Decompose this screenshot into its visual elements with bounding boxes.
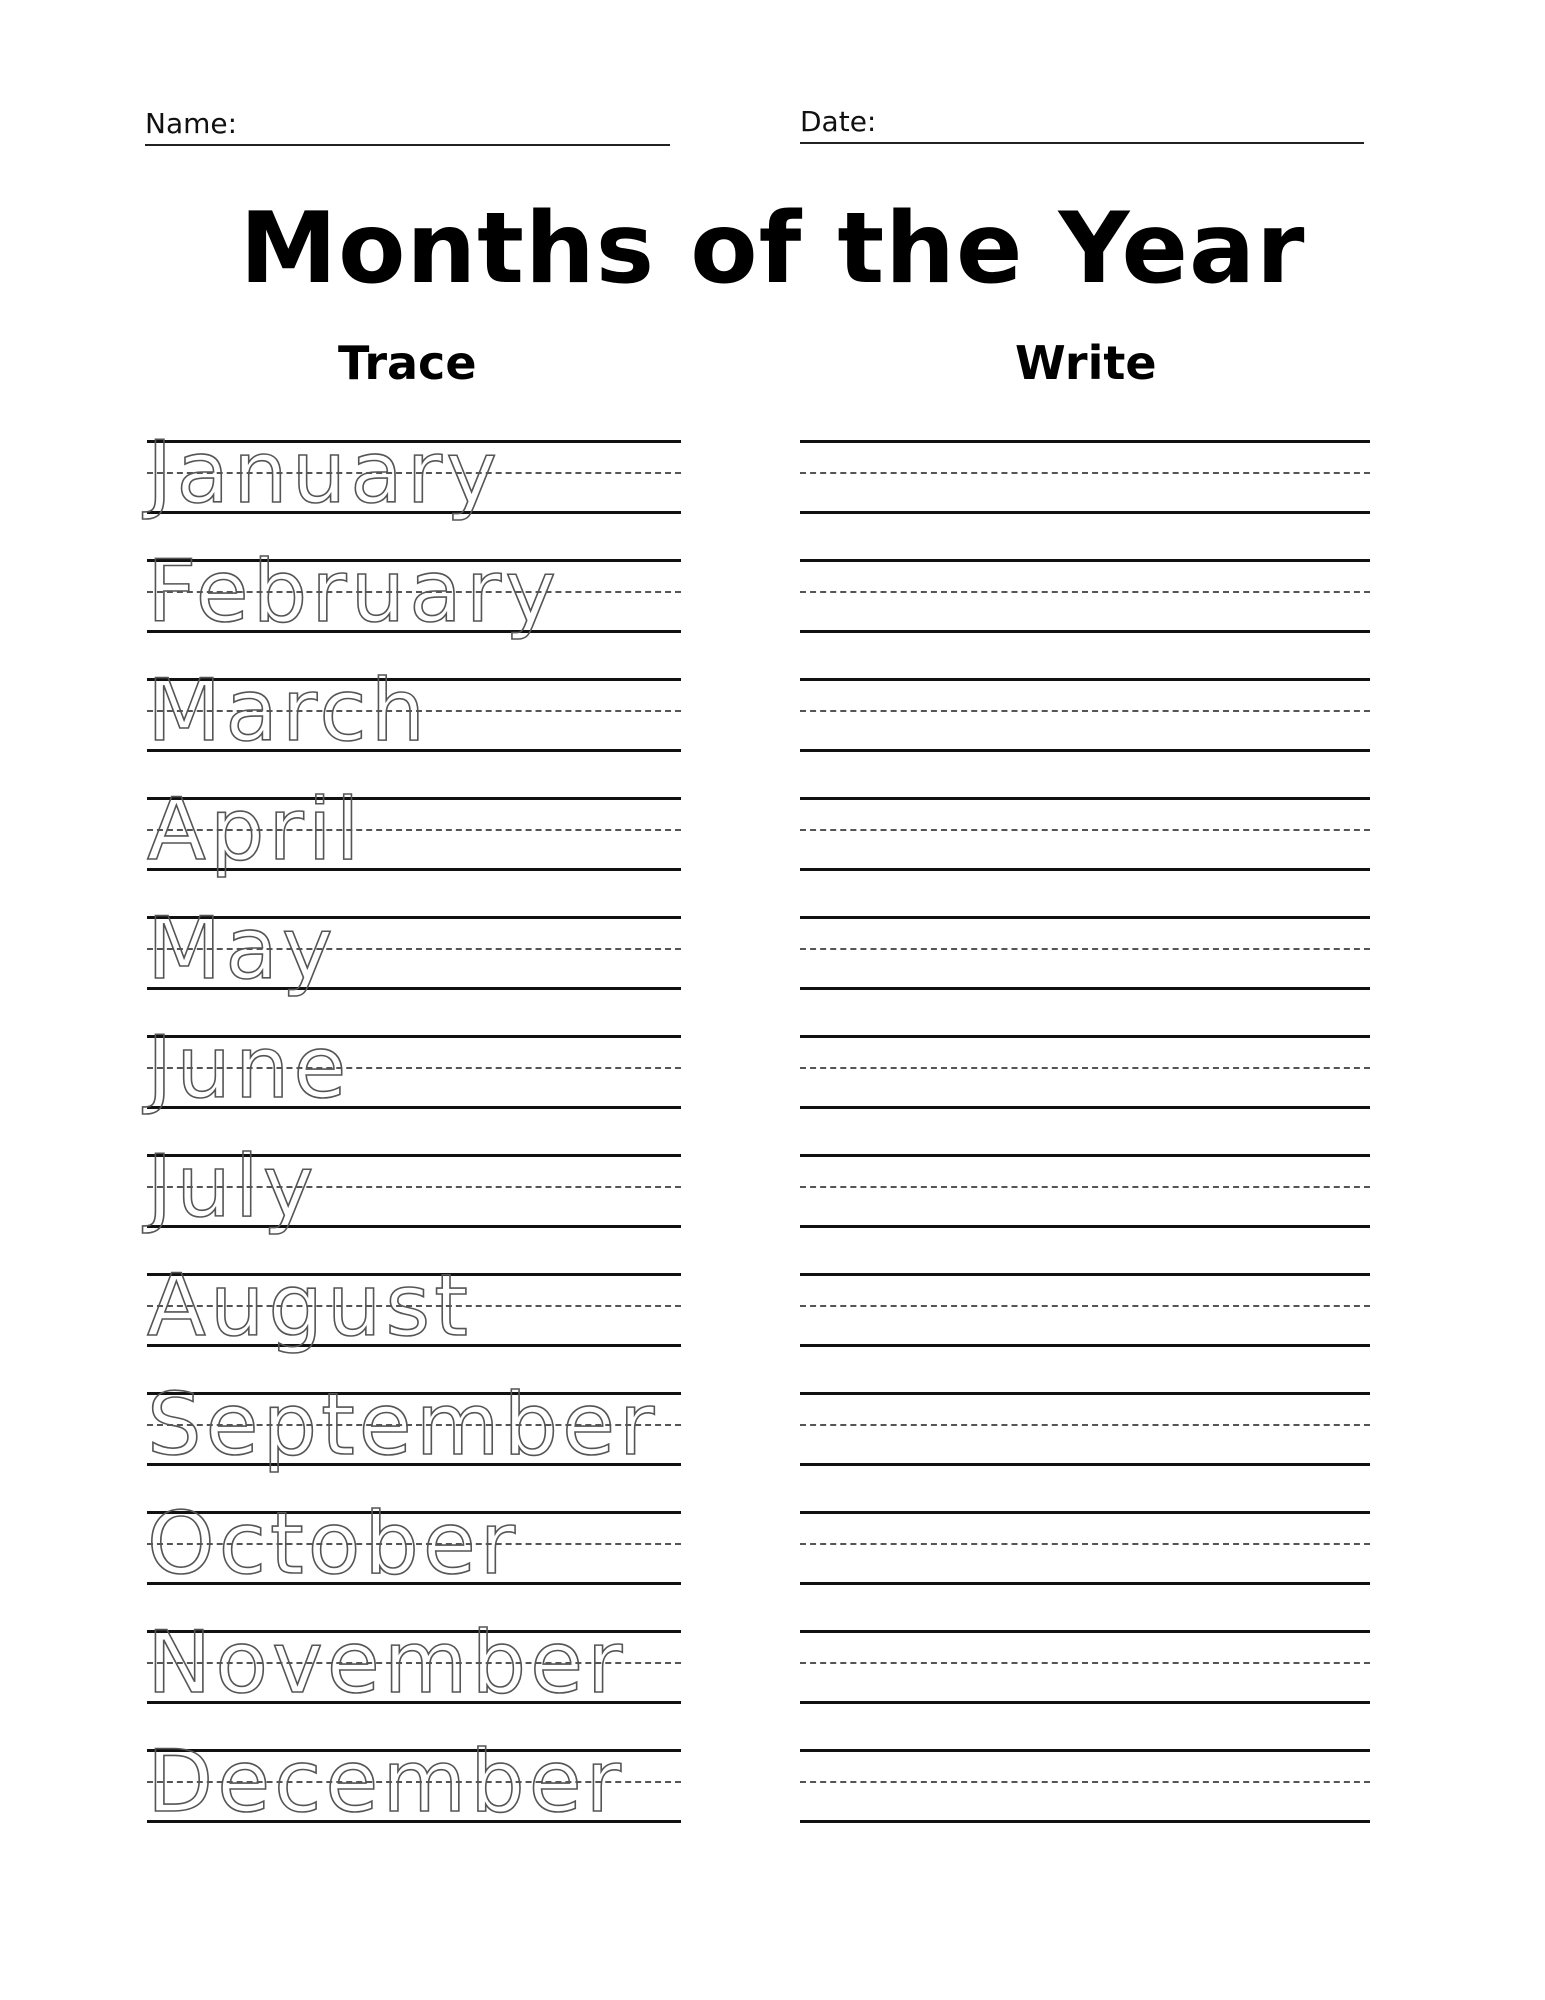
write-guide-lines[interactable] <box>800 1392 1370 1466</box>
practice-row <box>0 780 1545 880</box>
trace-word: June <box>147 1018 351 1118</box>
trace-guide-lines <box>147 1018 681 1118</box>
practice-row <box>0 1732 1545 1832</box>
trace-word: September <box>147 1375 659 1475</box>
trace-guide-lines <box>147 1732 681 1832</box>
write-guide-lines[interactable] <box>800 1273 1370 1347</box>
practice-row <box>0 661 1545 761</box>
trace-guide-lines <box>147 542 681 642</box>
practice-row <box>0 899 1545 999</box>
trace-guide-lines <box>147 1137 681 1237</box>
write-guide-lines[interactable] <box>800 440 1370 514</box>
trace-word: November <box>147 1613 627 1713</box>
write-guide-lines[interactable] <box>800 678 1370 752</box>
trace-word: July <box>147 1137 318 1237</box>
trace-word: February <box>147 542 561 642</box>
practice-row <box>0 423 1545 523</box>
practice-row <box>0 1137 1545 1237</box>
write-guide-lines[interactable] <box>800 1630 1370 1704</box>
date-field[interactable] <box>800 98 1364 144</box>
trace-guide-lines <box>147 1494 681 1594</box>
trace-word: May <box>147 899 337 999</box>
trace-word: April <box>147 780 364 880</box>
trace-word: August <box>147 1256 472 1356</box>
write-guide-lines[interactable] <box>800 1749 1370 1823</box>
trace-guide-lines <box>147 1256 681 1356</box>
trace-guide-lines <box>147 1375 681 1475</box>
date-label: Date: <box>800 105 877 138</box>
write-guide-lines[interactable] <box>800 1511 1370 1585</box>
name-field[interactable] <box>145 100 670 146</box>
trace-word: March <box>147 661 430 761</box>
write-guide-lines[interactable] <box>800 1154 1370 1228</box>
trace-word: January <box>147 423 502 523</box>
practice-row <box>0 1613 1545 1713</box>
trace-guide-lines <box>147 661 681 761</box>
practice-row <box>0 1494 1545 1594</box>
trace-guide-lines <box>147 423 681 523</box>
practice-row <box>0 542 1545 642</box>
write-guide-lines[interactable] <box>800 1035 1370 1109</box>
write-guide-lines[interactable] <box>800 559 1370 633</box>
trace-word: October <box>147 1494 520 1594</box>
write-guide-lines[interactable] <box>800 797 1370 871</box>
write-guide-lines[interactable] <box>800 916 1370 990</box>
write-column-heading: Write <box>1015 336 1157 390</box>
practice-row <box>0 1018 1545 1118</box>
trace-guide-lines <box>147 899 681 999</box>
page-title: Months of the Year <box>239 192 1306 306</box>
trace-guide-lines <box>147 1613 681 1713</box>
trace-column-heading: Trace <box>338 336 477 390</box>
trace-word: December <box>147 1732 625 1832</box>
practice-row <box>0 1256 1545 1356</box>
practice-row <box>0 1375 1545 1475</box>
trace-guide-lines <box>147 780 681 880</box>
name-label: Name: <box>145 107 238 140</box>
